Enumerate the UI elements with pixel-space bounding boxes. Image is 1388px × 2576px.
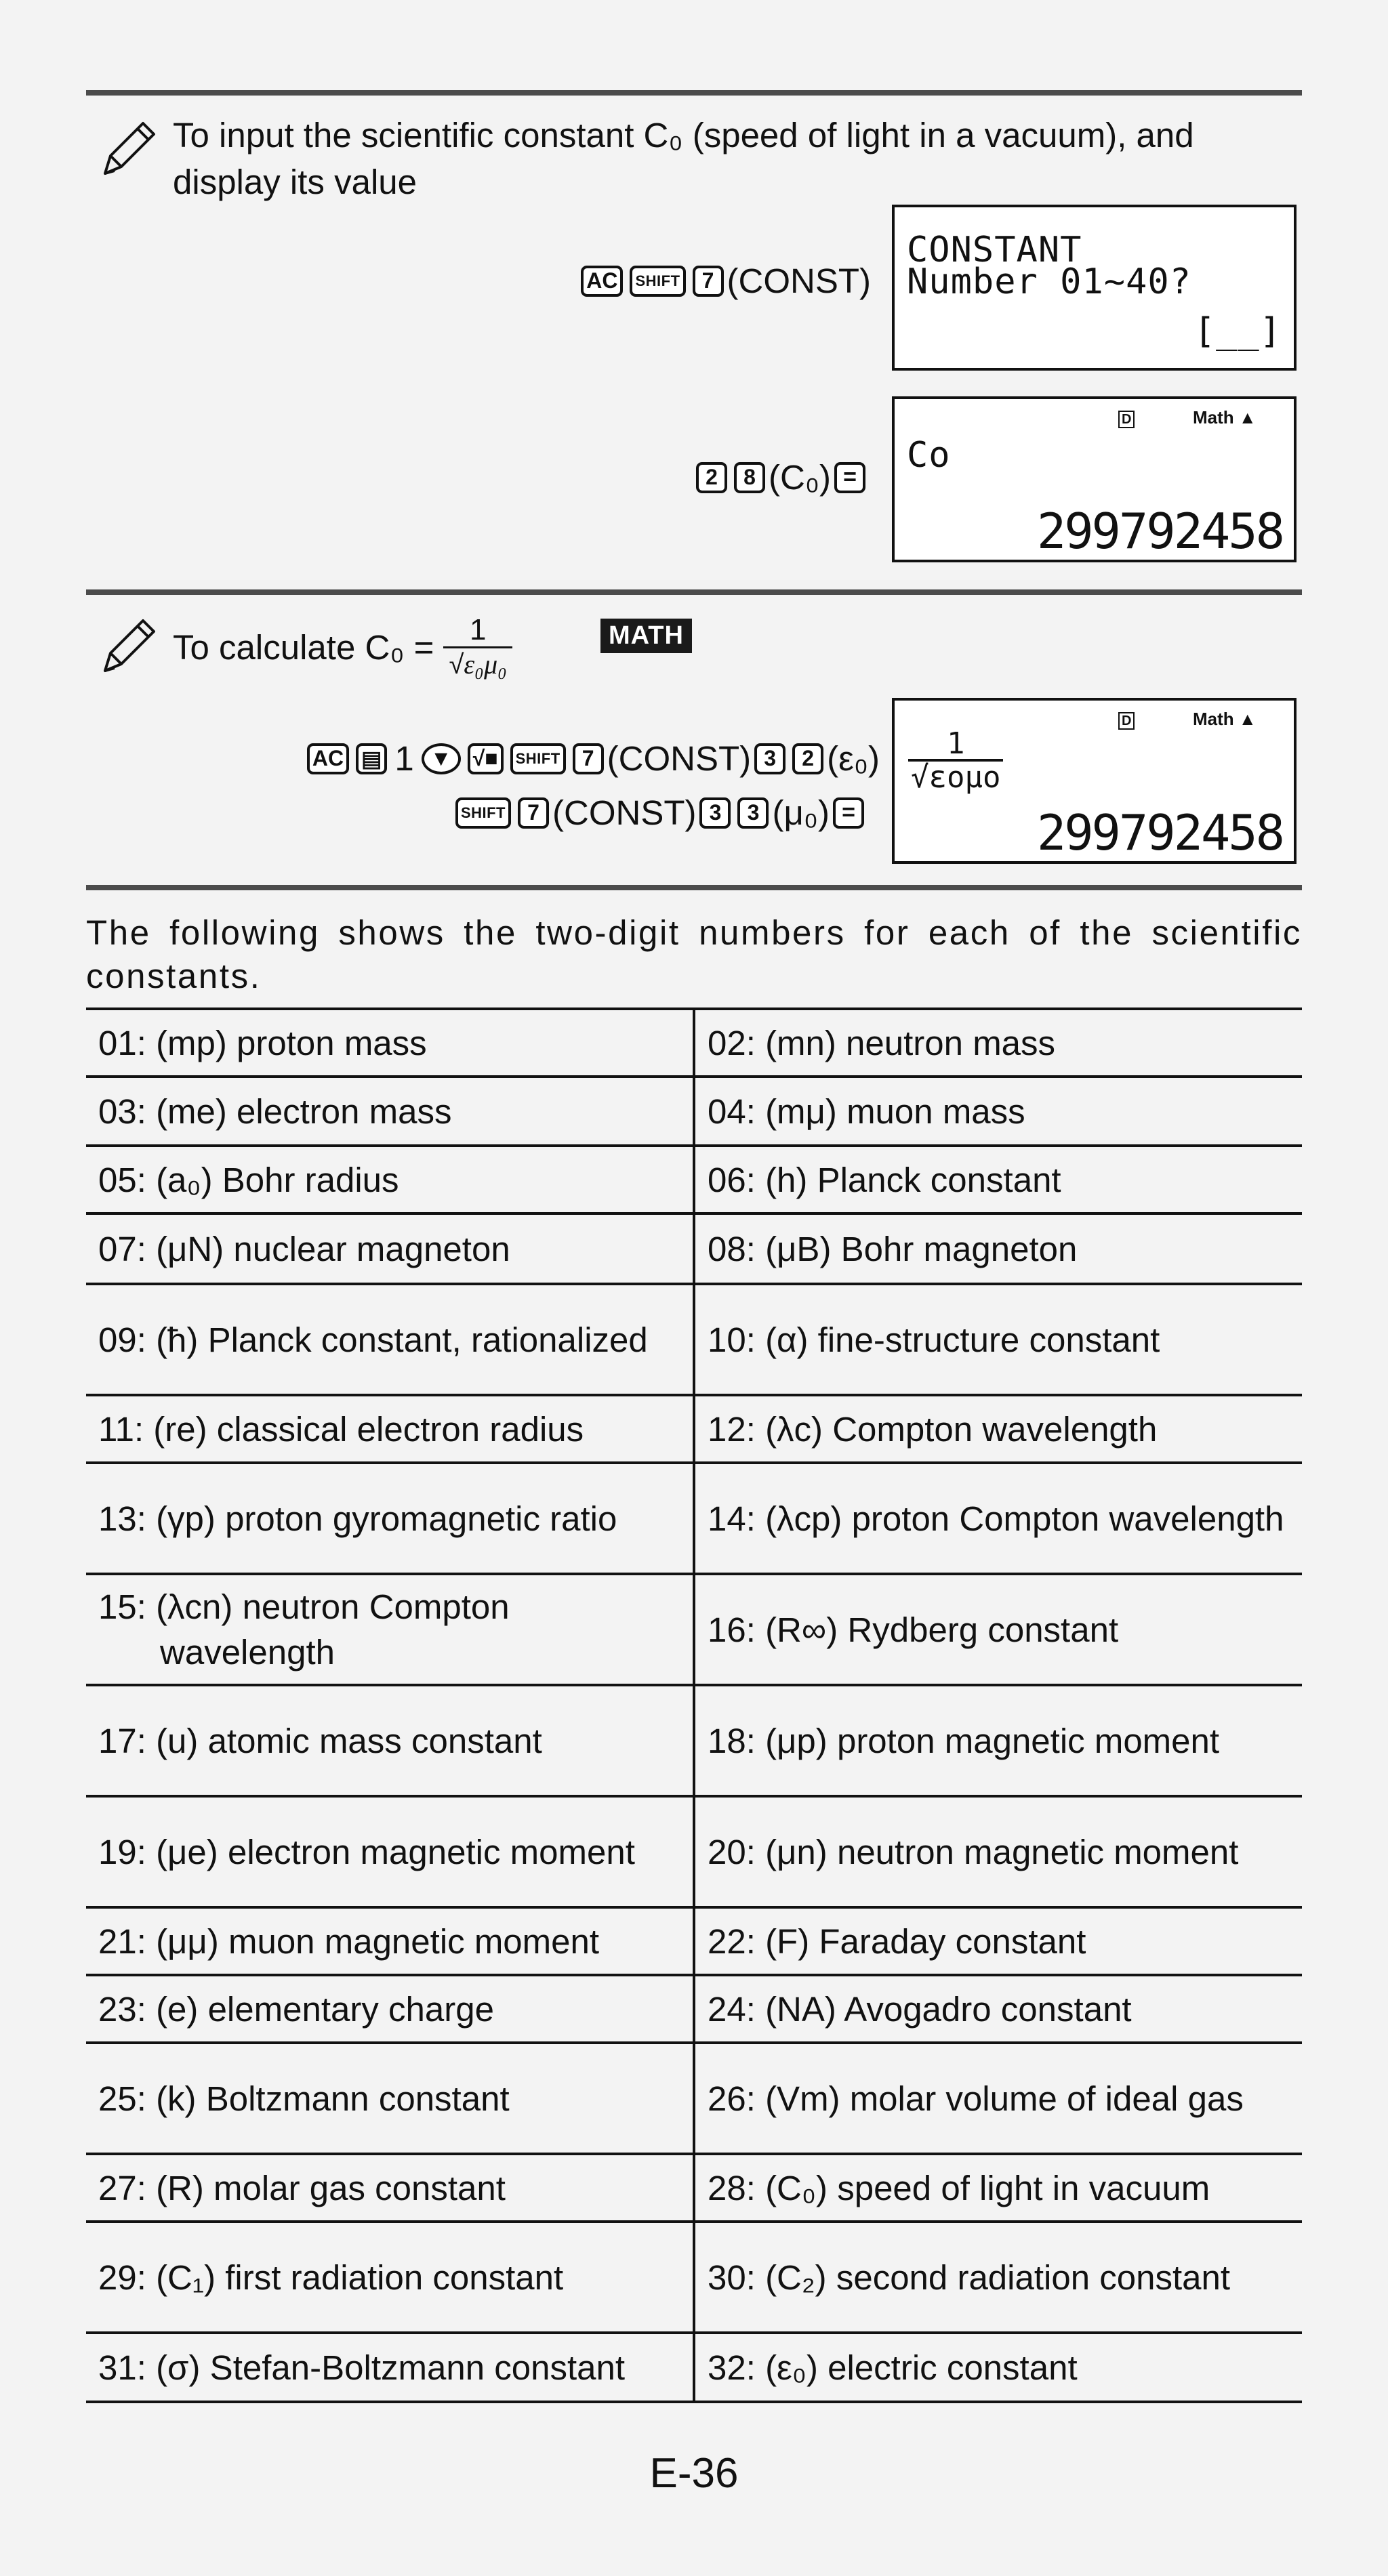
fraction-key[interactable]: ▤ [356,743,387,774]
constant-entry: 32: (ε₀) electric constant [708,2348,1078,2387]
const-label: (CONST) [727,262,871,300]
example2-step1-keys [304,739,880,778]
table-cell [694,1975,1302,2043]
three-key[interactable]: 3 [737,797,769,829]
constant-entry: 29: (C₁) first radiation constant [98,2258,564,2297]
constant-entry: 17: (u) atomic mass constant [98,1721,542,1760]
formula-numerator: 1 [470,612,487,646]
screen3-fraction [908,726,1003,795]
table-cell [694,1463,1302,1574]
table-cell [86,2222,694,2333]
calculator-screen-3 [892,698,1297,864]
two-key[interactable]: 2 [792,743,823,774]
table-cell [86,2043,694,2154]
table-row [86,2154,1302,2222]
table-cell [694,2333,1302,2402]
pencil-icon [97,114,158,182]
table-cell [86,2154,694,2222]
table-cell [694,1009,1302,1077]
equals-key[interactable]: = [833,797,864,829]
table-row [86,1395,1302,1463]
example1-step2-keys [693,457,869,497]
table-row [86,2222,1302,2333]
shift-key[interactable]: SHIFT [510,743,566,774]
epsilon0-label: (ε₀) [827,739,880,778]
table-cell [86,1284,694,1395]
degree-indicator: D [1118,411,1135,428]
table-cell [694,2154,1302,2222]
table-cell [86,1395,694,1463]
eight-key[interactable]: 8 [734,462,765,493]
table-cell [86,1975,694,2043]
table-row [86,1146,1302,1213]
table-cell [86,1463,694,1574]
constant-entry: 03: (me) electron mass [98,1092,452,1131]
table-cell [694,1395,1302,1463]
table-cell [86,1146,694,1213]
table-row [86,1907,1302,1975]
example2-description-text: To calculate C₀ = [173,627,434,667]
math-indicator: Math ▲ [1193,407,1257,428]
seven-key[interactable]: 7 [518,797,549,829]
constant-entry: 11: (re) classical electron radius [98,1409,584,1449]
constant-entry: 15: (λcn) neutron Compton wavelength [98,1587,510,1671]
example1-description [173,112,1194,205]
intro-paragraph: The following shows the two-digit numbers for each of the scientific constants. [86,913,1302,995]
digit-one: 1 [394,739,414,778]
pencil-icon [97,611,158,679]
mu0-label: (μ₀) [772,793,830,832]
constant-entry: 22: (F) Faraday constant [708,1921,1086,1961]
calculator-screen-1 [892,205,1297,371]
const-label: (CONST) [607,739,752,778]
table-row [86,1975,1302,2043]
example1-step1-keys [577,261,871,301]
screen2-expression: Co [907,435,951,476]
constant-entry: 20: (μn) neutron magnetic moment [708,1832,1239,1871]
table-cell [86,1796,694,1907]
table-row [86,2043,1302,2154]
constant-entry: 06: (h) Planck constant [708,1160,1061,1199]
table-cell [694,1077,1302,1146]
ac-key[interactable]: AC [581,266,623,297]
screen3-numerator: 1 [946,726,965,761]
table-row [86,1009,1302,1077]
page-number: E-36 [649,2450,739,2497]
section-divider [86,90,1302,96]
ac-key[interactable]: AC [307,743,349,774]
constant-entry: 12: (λc) Compton wavelength [708,1409,1158,1449]
three-key[interactable]: 3 [754,743,785,774]
table-cell [694,1213,1302,1284]
table-cell [694,1685,1302,1796]
screen1-line2: Number 01~40? [907,262,1191,302]
sqrt-key[interactable]: √■ [468,743,504,774]
screen1-line3: [__] [1193,311,1282,352]
table-cell [694,1907,1302,1975]
constant-entry: 24: (NA) Avogadro constant [708,1989,1132,2029]
table-row [86,1463,1302,1574]
formula-fraction [443,614,512,681]
example1-description-line1: To input the scientific constant C₀ (speed of light in a vacuum), and [173,116,1194,154]
table-row [86,1213,1302,1284]
seven-key[interactable]: 7 [573,743,604,774]
constant-entry: 21: (μμ) muon magnetic moment [98,1921,600,1961]
constant-entry: 09: (ħ) Planck constant, rationalized [98,1320,648,1359]
constant-entry: 04: (mμ) muon mass [708,1092,1025,1131]
section-divider [86,885,1302,890]
table-cell [694,1284,1302,1395]
table-cell [694,2222,1302,2333]
screen1-line1: CONSTANT [907,230,1082,270]
table-row [86,2333,1302,2402]
screen3-denominator: √εoμo [908,759,1003,794]
table-cell [86,2333,694,2402]
table-cell [694,1146,1302,1213]
example2-step2-keys [452,793,868,833]
constant-entry: 25: (k) Boltzmann constant [98,2079,510,2118]
table-cell [86,1213,694,1284]
formula-denominator-terms: ε₀μ₀ [464,648,508,680]
degree-indicator: D [1118,712,1135,730]
screen2-result: 299792458 [1036,503,1283,560]
constant-entry: 19: (μe) electron magnetic moment [98,1832,635,1871]
constant-entry: 28: (C₀) speed of light in vacuum [708,2168,1210,2207]
table-row [86,1685,1302,1796]
section-divider [86,589,1302,595]
table-row [86,1284,1302,1395]
const-label: (CONST) [552,793,697,832]
constant-entry: 18: (μp) proton magnetic moment [708,1721,1220,1760]
screen3-result: 299792458 [1036,804,1283,861]
table-cell [86,1009,694,1077]
constant-entry: 02: (mn) neutron mass [708,1023,1056,1062]
constant-entry: 31: (σ) Stefan-Boltzmann constant [98,2348,626,2387]
table-row [86,1574,1302,1685]
example2-description [173,610,512,684]
constant-entry: 27: (R) molar gas constant [98,2168,506,2207]
math-mode-badge: MATH [600,619,692,653]
cursor-down-key[interactable]: ▼ [422,743,461,774]
constant-entry: 14: (λcp) proton Compton wavelength [708,1499,1284,1538]
calculator-screen-2 [892,396,1297,562]
table-row [86,1796,1302,1907]
constant-entry: 10: (α) fine-structure constant [708,1320,1160,1359]
constant-entry: 07: (μN) nuclear magneton [98,1229,510,1268]
table-cell [86,1574,694,1685]
constant-entry: 08: (μB) Bohr magneton [708,1229,1078,1268]
math-indicator: Math ▲ [1193,709,1257,729]
three-key[interactable]: 3 [699,797,731,829]
constant-entry: 05: (a₀) Bohr radius [98,1160,399,1199]
constants-table [86,1007,1302,2403]
table-cell [694,1796,1302,1907]
table-cell [694,1574,1302,1685]
constant-entry: 23: (e) elementary charge [98,1989,494,2029]
example1-description-line2: display its value [173,163,417,201]
constant-entry: 01: (mp) proton mass [98,1023,427,1062]
table-cell [694,2043,1302,2154]
equals-key[interactable]: = [834,462,865,493]
constant-entry: 13: (γp) proton gyromagnetic ratio [98,1499,617,1538]
radical-symbol: √ [449,649,464,680]
constant-entry: 30: (C₂) second radiation constant [708,2258,1231,2297]
constant-entry: 26: (Vm) molar volume of ideal gas [708,2079,1244,2118]
table-row [86,1077,1302,1146]
c0-label: (C₀) [769,458,831,497]
seven-key[interactable]: 7 [693,266,724,297]
formula-denominator [443,646,512,681]
table-cell [86,1077,694,1146]
shift-key[interactable]: SHIFT [455,797,511,829]
shift-key[interactable]: SHIFT [630,266,685,297]
constant-entry: 16: (R∞) Rydberg constant [708,1610,1119,1649]
table-cell [86,1685,694,1796]
table-cell [86,1907,694,1975]
two-key[interactable]: 2 [696,462,727,493]
